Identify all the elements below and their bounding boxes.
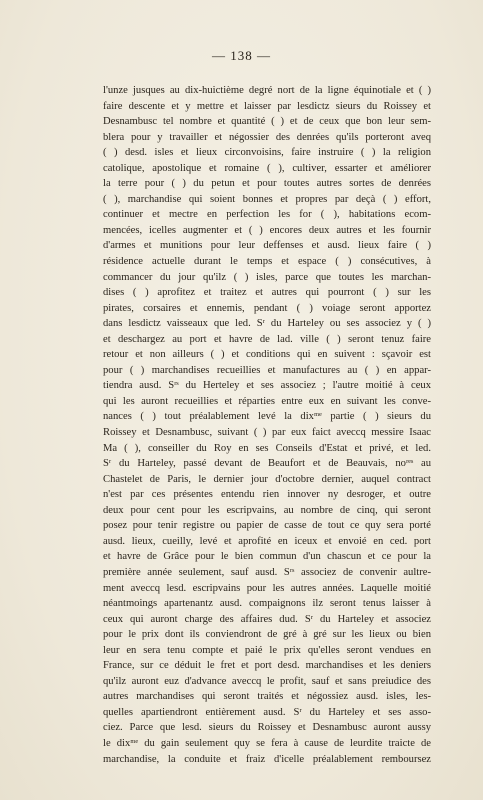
text-line: première année seulement, sauf ausd. Sʳˢ associez de convenir aultre- [103,566,431,578]
text-line: blera pour y travailler et négossier des denrées qu'ils porteront aveq [103,131,431,143]
text-line: marchandise, la conduite et fraiz d'icelle préalablement remboursez [103,753,431,765]
text-line: Ma ( ), conseiller du Roy en ses Conseils d'Estat et privé, et led. [103,442,431,454]
text-line: France, sur ce déduit le fret et port desd. marchandises et les deniers [103,660,431,672]
text-line: catolique, apostolique et romaine ( ), cultiver, essarter et améliorer [103,162,431,174]
text-line: dans lesdictz vaisseaux que led. Sʳ du Harteley ou ses associez y ( ) [103,318,431,330]
text-line: Desnambusc tel nombre et quantité ( ) et de ceux que bon leur sem- [103,116,431,128]
text-line: quelles apartiendront entièrement ausd. Sʳ du Harteley et ses asso- [103,706,431,718]
text-line: ciez. Parce que lesd. sieurs du Roissey et Desnambusc auront aussy [103,722,431,734]
text-line: l'unze jusques au dix-huictième degré nort de la ligne équinotiale et ( ) [103,85,431,96]
text-line: retour et non ailleurs ( ) et conditions qui en suivent : sçavoir est [103,349,431,361]
page-number: — 138 — [212,48,271,63]
text-line: leur en sera tenu compte et paié le prix qu'elles seront vendues en [103,644,431,656]
text-line: pour ( ) marchandises recueillies et manufactures au ( ) en appar- [103,364,431,376]
text-line: n'est par ces présentes entendu rien innover ny desroger, et outre [103,489,431,501]
text-line: dises ( ) aprofitez et traitez et autres qui pourront ( ) sur les [103,287,431,299]
text-line: autres marchandises qui seront traités et négossiez ausd. isles, les- [103,691,431,703]
text-line: qui les auront recueillies et réparties entre eux en suivant les conve- [103,395,431,407]
text-line: qu'ilz auront euz d'advance aveccq le profit, sauf et sans preiudice des [103,675,431,687]
text-line: posez pour tenir registre ou papier de casse de tout ce quy sera porté [103,520,431,532]
text-line: continuer et mectre en perfection les for ( ), habitations ecom- [103,209,431,221]
text-line: résidence actuelle durant le temps et espace ( ) consécutives, à [103,256,431,268]
text-line: ( ) desd. isles et lieux circonvoisins, faire instruire ( ) la religion [103,147,431,159]
text-line: d'armes et munitions pour leur deffenses et ausd. lieux faire ( ) [103,240,431,252]
text-line: nances ( ) tout préalablement levé la dixᵐᵉ partie ( ) sieurs du [103,411,431,423]
text-line: ( ), marchandise qui soient bonnes et propres par deçà ( ) effort, [103,193,431,205]
text-line: pour le prix dont ils conviendront de gré à gré sur les lieux ou bien [103,629,431,641]
text-line: néantmoings apartenantz ausd. compaignons ilz seront tenus laisser à [103,598,431,610]
text-line: et havre de Grâce pour le bien commun d'un chascun et ce pour la [103,551,431,563]
text-line: le dixᵐᵉ du gain seulement quy se fera à cause de leurdite traicte de [103,737,431,749]
text-line: deux pour cent pour les escripvains, au nombre de cinq, qui seront [103,504,431,516]
text-line: et deschargez au port et havre de lad. ville ( ) seront tenuz faire [103,333,431,345]
body-text [103,83,431,767]
text-line: commancer du jour qu'ilz ( ) isles, parce que toutes les marchan- [103,271,431,283]
text-line: mencées, icelles augmenter et ( ) encores deux autres et les fournir [103,224,431,236]
text-line: la terre pour ( ) du petun et pour toutes autres sortes de denrées [103,178,431,190]
text-line: ceux qui auront charge des affaires dud. Sʳ du Harteley et associez [103,613,431,625]
text-line: Roissey et Desnambusc, suivant ( ) par eux faict aveccq messire Isaac [103,427,431,439]
text-line: Chastelet de Paris, le dernier jour d'octobre dernier, auquel contract [103,473,431,485]
text-line: pirates, corsaires et ennemis, pendant ( ) voiage seront apportez [103,302,431,314]
text-line: tiendra ausd. Sʳˢ du Herteley et ses associez ; l'autre moitié à ceux [103,380,431,392]
text-line: faire descente et y mettre et laisser par lesdictz sieurs du Roissey et [103,100,431,112]
text-line: Sʳ du Harteley, passé devant de Beaufort et de Beauvais, noʳᵉˢ au [103,458,431,470]
text-line: ment aveccq lesd. escripvains pour les autres années. Laquelle moitié [103,582,431,594]
text-line: ausd. lieux, cueilly, levé et aprofité en iceux et envoié en ced. port [103,535,431,547]
